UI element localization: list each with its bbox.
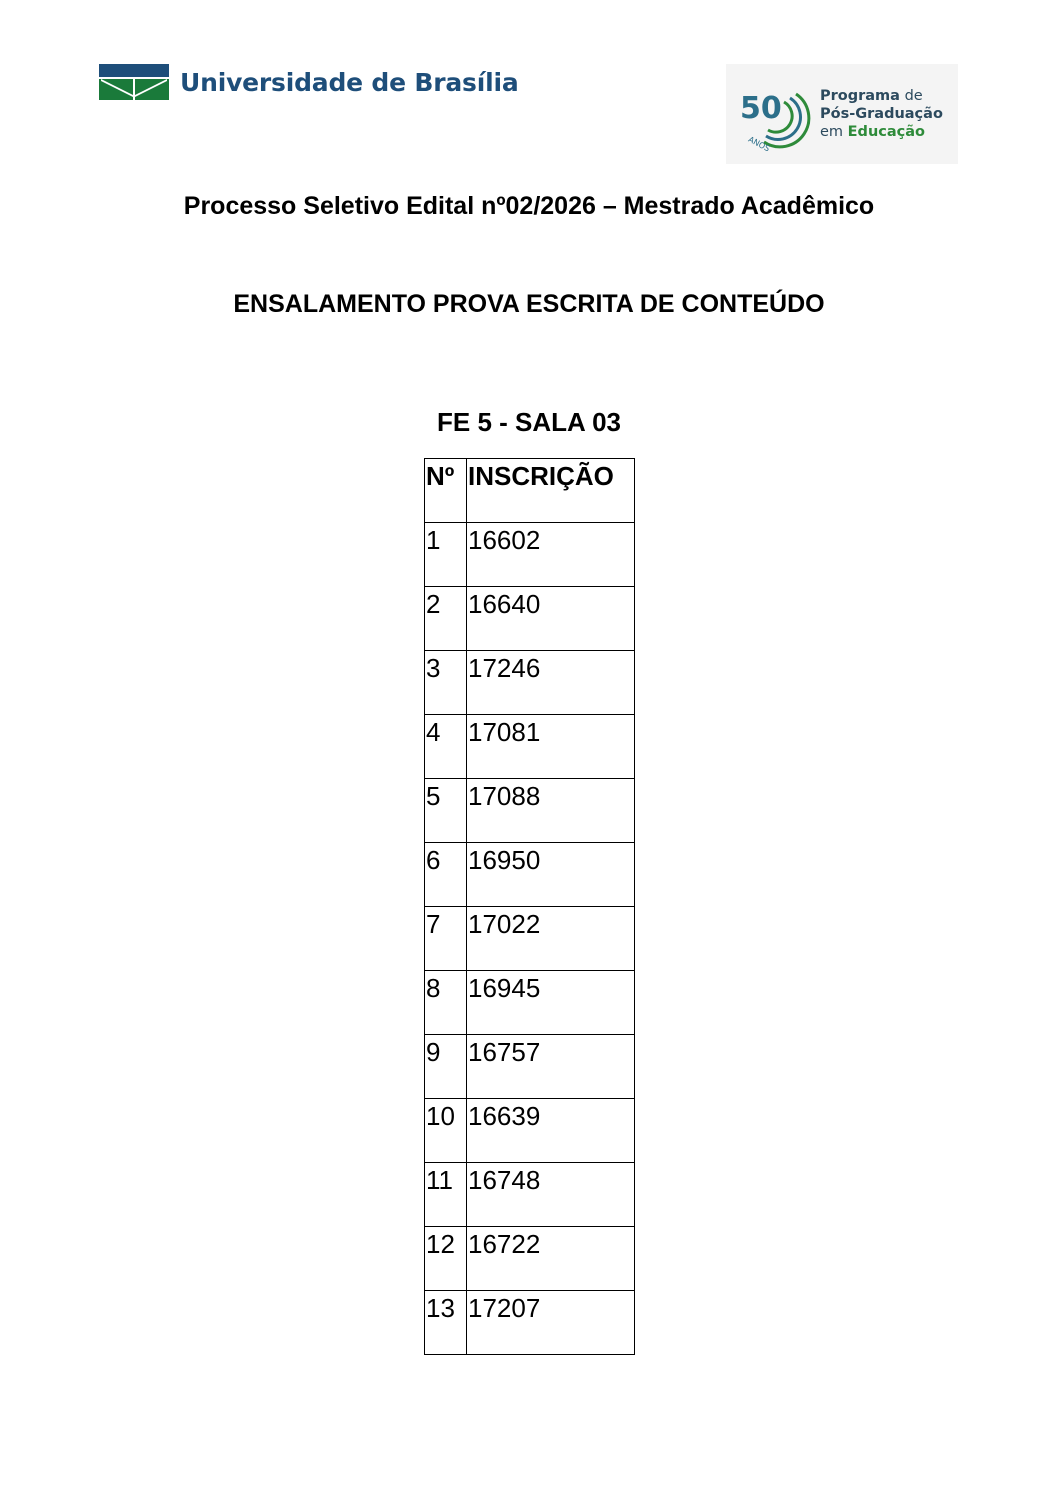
anniversary-label: ANOS bbox=[746, 134, 772, 154]
table-row bbox=[425, 1163, 635, 1227]
table-row bbox=[425, 1099, 635, 1163]
column-header-registration: INSCRIÇÃO bbox=[467, 459, 635, 523]
table-row bbox=[425, 971, 635, 1035]
row-number: 13 bbox=[425, 1291, 467, 1355]
row-number: 5 bbox=[425, 779, 467, 843]
program-line1-light: de bbox=[904, 88, 923, 104]
row-number: 7 bbox=[425, 907, 467, 971]
anniversary-number: 50 bbox=[740, 91, 782, 126]
document-subtitle: ENSALAMENTO PROVA ESCRITA DE CONTEÚDO bbox=[233, 290, 825, 318]
row-number: 4 bbox=[425, 715, 467, 779]
unb-logo bbox=[99, 64, 519, 100]
table-row bbox=[425, 715, 635, 779]
program-line3-light: em bbox=[820, 124, 844, 140]
table-row bbox=[425, 779, 635, 843]
registration-number: 17088 bbox=[467, 779, 635, 843]
document-title: Processo Seletivo Edital nº02/2026 – Mestrado Acadêmico bbox=[183, 192, 875, 220]
row-number: 12 bbox=[425, 1227, 467, 1291]
registration-number: 16640 bbox=[467, 587, 635, 651]
row-number: 1 bbox=[425, 523, 467, 587]
row-number: 11 bbox=[425, 1163, 467, 1227]
registration-number: 17207 bbox=[467, 1291, 635, 1355]
program-line2: Pós-Graduação bbox=[820, 106, 943, 122]
registration-number: 16748 bbox=[467, 1163, 635, 1227]
unb-emblem-icon bbox=[99, 64, 169, 100]
registration-number: 17246 bbox=[467, 651, 635, 715]
program-line1-bold: Programa bbox=[820, 88, 900, 104]
table-row bbox=[425, 587, 635, 651]
table-row bbox=[425, 1035, 635, 1099]
program-name bbox=[820, 87, 943, 141]
table-row bbox=[425, 1227, 635, 1291]
table-row bbox=[425, 907, 635, 971]
registration-number: 17022 bbox=[467, 907, 635, 971]
program-line3-bold: Educação bbox=[847, 124, 925, 140]
registration-number: 16602 bbox=[467, 523, 635, 587]
row-number: 8 bbox=[425, 971, 467, 1035]
registration-number: 16639 bbox=[467, 1099, 635, 1163]
registration-number: 16722 bbox=[467, 1227, 635, 1291]
row-number: 10 bbox=[425, 1099, 467, 1163]
registration-number: 17081 bbox=[467, 715, 635, 779]
registration-number: 16945 bbox=[467, 971, 635, 1035]
row-number: 6 bbox=[425, 843, 467, 907]
registration-number: 16950 bbox=[467, 843, 635, 907]
table-header-row bbox=[425, 459, 635, 523]
ppge-logo bbox=[726, 64, 958, 164]
row-number: 2 bbox=[425, 587, 467, 651]
table-row bbox=[425, 651, 635, 715]
anniversary-50-emblem-icon bbox=[734, 74, 814, 154]
row-number: 9 bbox=[425, 1035, 467, 1099]
table-row bbox=[425, 523, 635, 587]
row-number: 3 bbox=[425, 651, 467, 715]
registration-number: 16757 bbox=[467, 1035, 635, 1099]
enrollment-table bbox=[424, 458, 635, 1355]
table-row bbox=[425, 1291, 635, 1355]
room-heading: FE 5 - SALA 03 bbox=[437, 407, 621, 437]
university-name: Universidade de Brasília bbox=[180, 67, 519, 97]
table-row bbox=[425, 843, 635, 907]
column-header-number: Nº bbox=[425, 459, 467, 523]
